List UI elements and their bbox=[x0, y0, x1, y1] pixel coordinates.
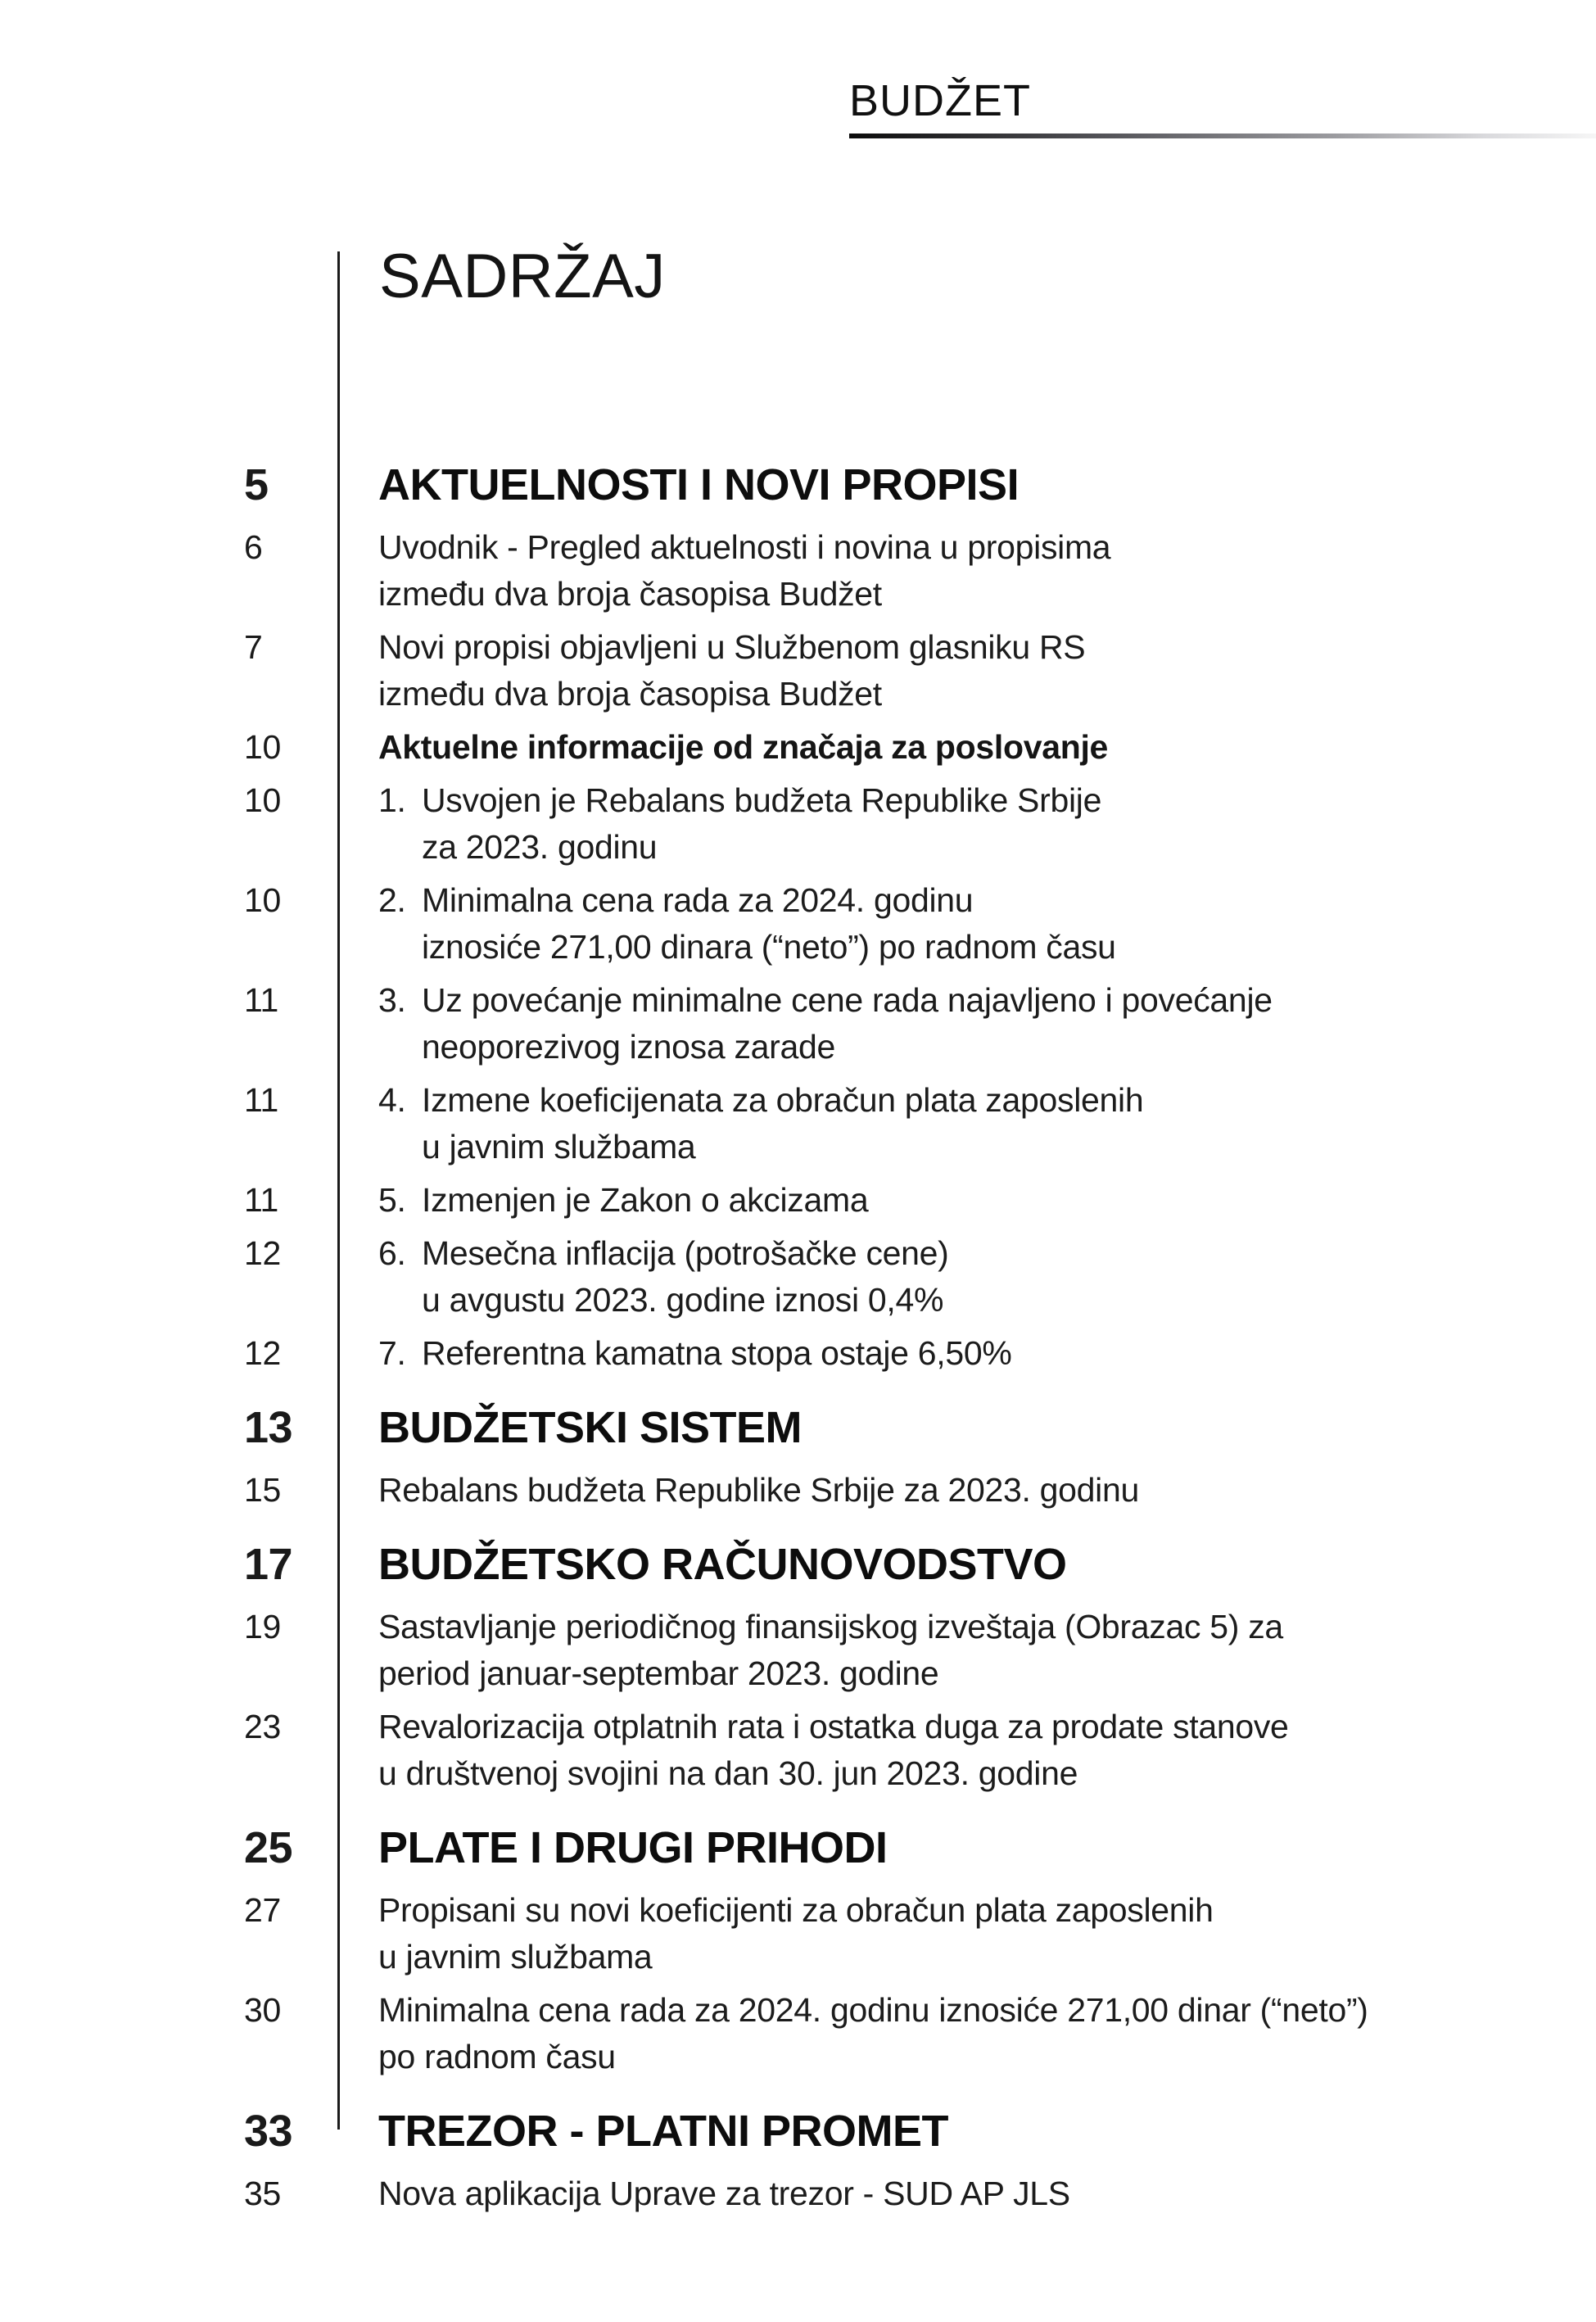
toc-entry-line: period januar-septembar 2023. godine bbox=[378, 1654, 939, 1692]
toc-page-number: 17 bbox=[244, 1540, 293, 1589]
toc-entry-row bbox=[0, 1887, 1596, 1980]
toc-entry-title bbox=[338, 877, 1596, 971]
toc-list bbox=[0, 459, 1596, 2224]
toc-page-number: 35 bbox=[244, 2175, 282, 2212]
toc-entry-line: u društvenoj svojini na dan 30. jun 2023. godine bbox=[378, 1754, 1078, 1792]
toc-page-number: 25 bbox=[244, 1823, 293, 1872]
toc-entry-title bbox=[338, 2170, 1596, 2217]
toc-entry-line: za 2023. godinu bbox=[422, 828, 658, 866]
toc-entry-row bbox=[0, 1987, 1596, 2080]
toc-entry-line: Nova aplikacija Uprave za trezor - SUD AP JLS bbox=[378, 2175, 1070, 2212]
toc-entry-row bbox=[0, 524, 1596, 618]
toc-entry-row bbox=[0, 1177, 1596, 1224]
toc-section-row bbox=[0, 1822, 1596, 1874]
toc-entry-text: Mesečna inflacija (potrošačke cene) bbox=[422, 1234, 949, 1272]
toc-entry-row bbox=[0, 1604, 1596, 1697]
header-gradient-rule bbox=[849, 134, 1596, 138]
toc-entry-title bbox=[338, 1987, 1596, 2080]
toc-entry-title bbox=[338, 524, 1596, 618]
toc-entry-title bbox=[338, 1330, 1596, 1377]
toc-entry-text: Izmene koeficijenata za obračun plata zaposlenih bbox=[422, 1081, 1144, 1119]
toc-item-number: 3. bbox=[378, 981, 406, 1019]
toc-section-row bbox=[0, 459, 1596, 511]
toc-entry-line bbox=[378, 1177, 1596, 1224]
toc-item-number: 6. bbox=[378, 1234, 406, 1272]
toc-entry-title bbox=[338, 1467, 1596, 1514]
toc-entry-line: Uvodnik - Pregled aktuelnosti i novina u propisima bbox=[378, 528, 1111, 566]
toc-item-number: 5. bbox=[378, 1181, 406, 1219]
toc-entry-text: Uz povećanje minimalne cene rada najavljeno i povećanje bbox=[422, 981, 1273, 1019]
toc-page-number: 27 bbox=[244, 1891, 282, 1929]
toc-entry-line: BUDŽETSKI SISTEM bbox=[378, 1403, 803, 1452]
toc-page-number: 19 bbox=[244, 1608, 282, 1645]
toc-item-number: 1. bbox=[378, 781, 406, 819]
toc-entry-line: Minimalna cena rada za 2024. godinu iznosiće 271,00 dinar (“neto”) bbox=[378, 1991, 1368, 2029]
toc-entry-line: Propisani su novi koeficijenti za obračun plata zaposlenih bbox=[378, 1891, 1214, 1929]
magazine-brand-title: BUDŽET bbox=[849, 76, 1031, 125]
toc-page-number: 10 bbox=[244, 781, 282, 819]
toc-entry-title bbox=[338, 1704, 1596, 1797]
toc-page-number: 12 bbox=[244, 1334, 282, 1372]
toc-entry-line: po radnom času bbox=[378, 2038, 616, 2075]
toc-entry-row bbox=[0, 624, 1596, 717]
toc-entry-title bbox=[338, 724, 1596, 771]
toc-entry-line: AKTUELNOSTI I NOVI PROPISI bbox=[378, 460, 1020, 509]
toc-entry-line: Aktuelne informacije od značaja za poslovanje bbox=[378, 728, 1109, 766]
toc-entry-line: Sastavljanje periodičnog finansijskog izveštaja (Obrazac 5) za bbox=[378, 1608, 1283, 1645]
toc-entry-title bbox=[338, 1604, 1596, 1697]
toc-entry-text: Referentna kamatna stopa ostaje 6,50% bbox=[422, 1334, 1012, 1372]
toc-page-number: 11 bbox=[244, 1181, 278, 1219]
toc-section-title bbox=[338, 1401, 1596, 1454]
toc-item-number: 2. bbox=[378, 881, 406, 919]
toc-entry-title bbox=[338, 777, 1596, 871]
toc-entry-line bbox=[378, 1077, 1596, 1124]
toc-entry-text: Izmenjen je Zakon o akcizama bbox=[422, 1181, 869, 1219]
toc-page-number: 10 bbox=[244, 881, 282, 919]
toc-section-row bbox=[0, 1401, 1596, 1454]
toc-entry-line: BUDŽETSKO RAČUNOVODSTVO bbox=[378, 1540, 1067, 1589]
toc-entry-line: Revalorizacija otplatnih rata i ostatka duga za prodate stanove bbox=[378, 1708, 1289, 1745]
toc-entry-line: PLATE I DRUGI PRIHODI bbox=[378, 1823, 888, 1872]
toc-entry-title bbox=[338, 1077, 1596, 1170]
toc-section-row bbox=[0, 2105, 1596, 2157]
toc-page-number: 12 bbox=[244, 1234, 282, 1272]
toc-page-number: 30 bbox=[244, 1991, 282, 2029]
toc-entry-row bbox=[0, 2170, 1596, 2217]
toc-entry-line: između dva broja časopisa Budžet bbox=[378, 575, 882, 613]
toc-entry-line bbox=[378, 977, 1596, 1024]
toc-entry-line: u avgustu 2023. godine iznosi 0,4% bbox=[422, 1281, 944, 1319]
toc-entry-row bbox=[0, 724, 1596, 771]
toc-entry-row bbox=[0, 877, 1596, 971]
toc-section-row bbox=[0, 1538, 1596, 1591]
toc-page-number: 10 bbox=[244, 728, 282, 766]
toc-entry-line: Rebalans budžeta Republike Srbije za 2023. godinu bbox=[378, 1471, 1139, 1509]
toc-item-number: 7. bbox=[378, 1334, 406, 1372]
toc-entry-line: neoporezivog iznosa zarade bbox=[422, 1028, 836, 1066]
toc-entry-line bbox=[378, 777, 1596, 824]
toc-entry-title bbox=[338, 977, 1596, 1070]
toc-entry-row bbox=[0, 977, 1596, 1070]
toc-entry-row bbox=[0, 1704, 1596, 1797]
toc-entry-line bbox=[378, 1230, 1596, 1277]
toc-entry-row bbox=[0, 1330, 1596, 1377]
toc-entry-text: Usvojen je Rebalans budžeta Republike Srbije bbox=[422, 781, 1102, 819]
toc-page-number: 33 bbox=[244, 2107, 293, 2156]
toc-page-number: 15 bbox=[244, 1471, 282, 1509]
toc-page-number: 7 bbox=[244, 628, 263, 666]
toc-entry-line: TREZOR - PLATNI PROMET bbox=[378, 2107, 948, 2156]
toc-page-number: 6 bbox=[244, 528, 263, 566]
toc-entry-title bbox=[338, 624, 1596, 717]
toc-page-number: 23 bbox=[244, 1708, 282, 1745]
toc-section-title bbox=[338, 2105, 1596, 2157]
toc-section-title bbox=[338, 1538, 1596, 1591]
toc-entry-line: Novi propisi objavljeni u Službenom glasniku RS bbox=[378, 628, 1086, 666]
toc-page-number: 11 bbox=[244, 981, 278, 1019]
toc-page-number: 5 bbox=[244, 460, 269, 509]
toc-entry-row bbox=[0, 1467, 1596, 1514]
toc-entry-line: između dva broja časopisa Budžet bbox=[378, 675, 882, 713]
toc-item-number: 4. bbox=[378, 1081, 406, 1119]
page-title: SADRŽAJ bbox=[379, 242, 666, 311]
toc-entry-line bbox=[378, 1330, 1596, 1377]
toc-page-number: 13 bbox=[244, 1403, 293, 1452]
toc-entry-row bbox=[0, 1077, 1596, 1170]
toc-entry-title bbox=[338, 1230, 1596, 1324]
toc-section-title bbox=[338, 1822, 1596, 1874]
toc-entry-title bbox=[338, 1177, 1596, 1224]
toc-entry-row bbox=[0, 1230, 1596, 1324]
toc-entry-title bbox=[338, 1887, 1596, 1980]
toc-entry-line: iznosiće 271,00 dinara (“neto”) po radnom času bbox=[422, 928, 1116, 966]
toc-entry-line: u javnim službama bbox=[378, 1938, 653, 1976]
toc-page-number: 11 bbox=[244, 1081, 278, 1119]
toc-entry-row bbox=[0, 777, 1596, 871]
toc-entry-text: Minimalna cena rada za 2024. godinu bbox=[422, 881, 974, 919]
toc-entry-line bbox=[378, 877, 1596, 924]
toc-section-title bbox=[338, 459, 1596, 511]
toc-entry-line: u javnim službama bbox=[422, 1128, 696, 1166]
